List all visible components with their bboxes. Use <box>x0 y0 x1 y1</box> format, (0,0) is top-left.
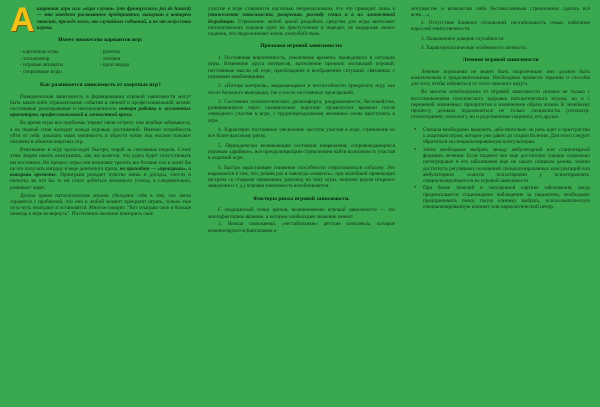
sign-item: 1. Постоянная вовлеченность, увеличение времени, проводимого в ситуации игры. Изменение круга интересов, вытеснение прежних мотиваций игровой, постоянные мысли об игре, преобладание в воображении ситуаций, связанных с игровыми комбинациями. <box>208 55 395 80</box>
paragraph: Долгое время патологические игроки убеждают себя в том, что легко справятся с проблемой, что они в любой момент прекратят играть, только еще чуть-чуть поиграют и остановятся. Многие говорят: "Вот отыграю свое и больше никогда к игре не вернусь". Постепенно желание повторить своё <box>10 192 191 218</box>
column-left <box>0 0 200 407</box>
sign-item: 3. Состояния психологического дискомфорта, раздраженности, беспокойства, развивающиеся через сравнительно короткие промежутки времени после очередного участия в игре, с труднопреодолимым желанием снова приступить к игре. <box>208 98 395 124</box>
column-middle <box>200 0 403 407</box>
game-type-item: - спортивные игры <box>20 69 62 76</box>
game-type-item: - лотереи <box>100 55 121 62</box>
sign-item: 2. «Потеря контроля», выражающаяся в неспособности прекратить игру как после большого выигрыша, так и после постоянных проигрышей. <box>208 83 395 96</box>
sign-item: 6. Быстро нарастающее снижение способности сопротивляться соблазну. Это выражается в том, что, решив раз и навсегда «завязать», при малейшей провокации (встреча со старыми знакомыми, разговор на тему игры, наличие рядом игорного заведения и т. д.) игровая зависимость возобновляется. <box>208 164 395 190</box>
game-types-list <box>20 49 191 76</box>
sign-item: 5. Периодически возникающие состояния напряжения, сопровождающиеся игровым «драйвом», все преодолевающим стремлением найти возможность участия в азартной игре. <box>208 142 395 162</box>
game-type-item: - рулетка <box>100 48 120 55</box>
game-types-left <box>20 49 100 76</box>
heading-treatment: Лечение игровой зависимости <box>462 57 539 64</box>
heading-risk-factors: Факторы риска игровой зависимости. <box>253 195 350 202</box>
signs-list <box>208 55 395 190</box>
risk-factor-list <box>411 20 590 51</box>
risk-factor-item: 4. Характерологические особенности личности. <box>421 44 528 51</box>
treatment-step: • При более тяжелой и запущенной картине заболевания, когда предписывается стационарное наблюдение за пациентом, необходимо предпринимать поиск такую клинику выбрать, психосоматическую специализированную клинику или наркологический центр. <box>414 185 590 211</box>
paragraph: Во многом освобождение от игровой зависимости связано не только с восстановлением психического здоровья патологического игрока, но и с переменой жизненных приоритетов и изменением образа жизни. К лечебному процессу должны подключиться не только специалисты (психиатр-психотерапевт, психолог), но и родственники пациента, его друзья. <box>411 89 590 121</box>
paragraph: С медицинской точки зрения, возникновение игровой зависимости — это многофакторное явление, в котором наибольшее значение имеют: <box>208 207 395 220</box>
paragraph: участие в игре становится настолько непреодолимым, что это приводит лишь к утяжелению зависимости, разорению, распаду семьи и к их личностной деградации. Стремление любой ценой раздобыть средства для игры вытесняет патологических игроков идти на преступление и нередко, не выдержав своего падения, эти люди кончают жизнь самоубийством. <box>208 6 395 38</box>
bullet-icon: • <box>414 126 417 133</box>
treatment-step: • Сначала необходимо выяснить, действительно ли речь идет о пристрастии к азартным играм, которое уже давно до стадии болезни. Для этого следует обратиться за специализированную консультацию. <box>414 126 590 146</box>
bullet-icon: • <box>414 146 417 153</box>
sign-item: 4. Характерно постоянное увеличение частоты участия в игре, стремление ко все более высокому риску. <box>208 127 395 140</box>
treatment-steps-list <box>411 127 590 211</box>
risk-factor-item: 2. Отсутствие ближних отношений, нестабильность семьи, избегание взрослой ответственности. <box>411 20 590 33</box>
drop-cap: А <box>10 1 35 39</box>
paragraph: могуществе и всевластии либо бессмысленным стремлением сделать всё всем…», <box>411 6 590 19</box>
risk-factor-item: 1. Низкая самооценка; «нестабильные» детские комплексы, которые компенсируются фантазиями о <box>208 221 395 234</box>
risk-factor-item: 3. Повышенное доверие случайности. <box>421 35 505 42</box>
heading-how-develops: Как развивается зависимость от азартных игр? <box>40 81 161 88</box>
paragraph: Лечение игромании не может быть скоротечным: оно должно быть комплексным и продолжительным. Необходимо провести терапию и способы для того, чтобы избавиться от этого тяжелого недуга. <box>411 68 590 88</box>
bullet-icon: • <box>414 185 417 192</box>
column-right <box>403 0 600 407</box>
paragraph: Во время игры все проблемы теряют свою остроту или вообще забываются, а на первый план выходит жажда игровых достижений. Именно потребность уйти от себя, доказать свою значимость и обрести почву под ногами толкают человека в объятия азартных игр. <box>10 120 191 146</box>
game-types-right <box>100 49 180 76</box>
game-type-item: - игровые автоматы <box>20 62 64 69</box>
intro-paragraph: Аазартная игра или «игра случая» (от французского jeu de hasard) — это заведомо рискованное предприятие, выигрыш в котором зависит, прежде всего, от случайных событий, а не от искусства игрока. <box>10 1 191 39</box>
game-type-item: - кроссворды <box>100 62 130 69</box>
game-type-item: - тотализатор <box>20 55 50 62</box>
heading-game-types: Имеет множество вариантов игр: <box>58 37 143 44</box>
paragraph: Втягивание в игру происходит быстро, порой за считанные недели. Стоит этим людям начать выигрывать, как им кажется, что удача будет сопутствовать им постоянно. Но процесс игры они начинают тратить все больше сил и хотят бы на это получать награду в виде денежного приза, но приходит — «проигрыш», а выигрыш временно. Проигрыш рождает чувство вины и досады, злости и попытку во что бы то ни стало добиться желаемого успеха, а следовательно, развивает азарт. <box>10 146 191 191</box>
treatment-step: • Затем необходимо выбрать между амбулаторной или стационарной формами лечения. Если пациент все еще достаточно хорошо социально интегрирован и его заболевание еще не зашло слишком далеко, можно достигнуть регулярных посещений специализированных консультаций или амбулаторных сеансов психотерапии у психотерапевта, специализирующегося на игровой зависимости. <box>414 146 590 185</box>
heading-signs: Признаки игровой зависимости: <box>260 43 343 50</box>
paragraph: Поведенческая зависимость в формировании игровой зависимости могут быть какие-либо отрицательные события в личной и профессиональной жизни: постоянные разочарования и неполноценность потеря работы и жизненных ориентиров, профессиональной и личностной крахи. <box>10 93 191 119</box>
game-type-item: - карточные игры <box>20 48 59 55</box>
